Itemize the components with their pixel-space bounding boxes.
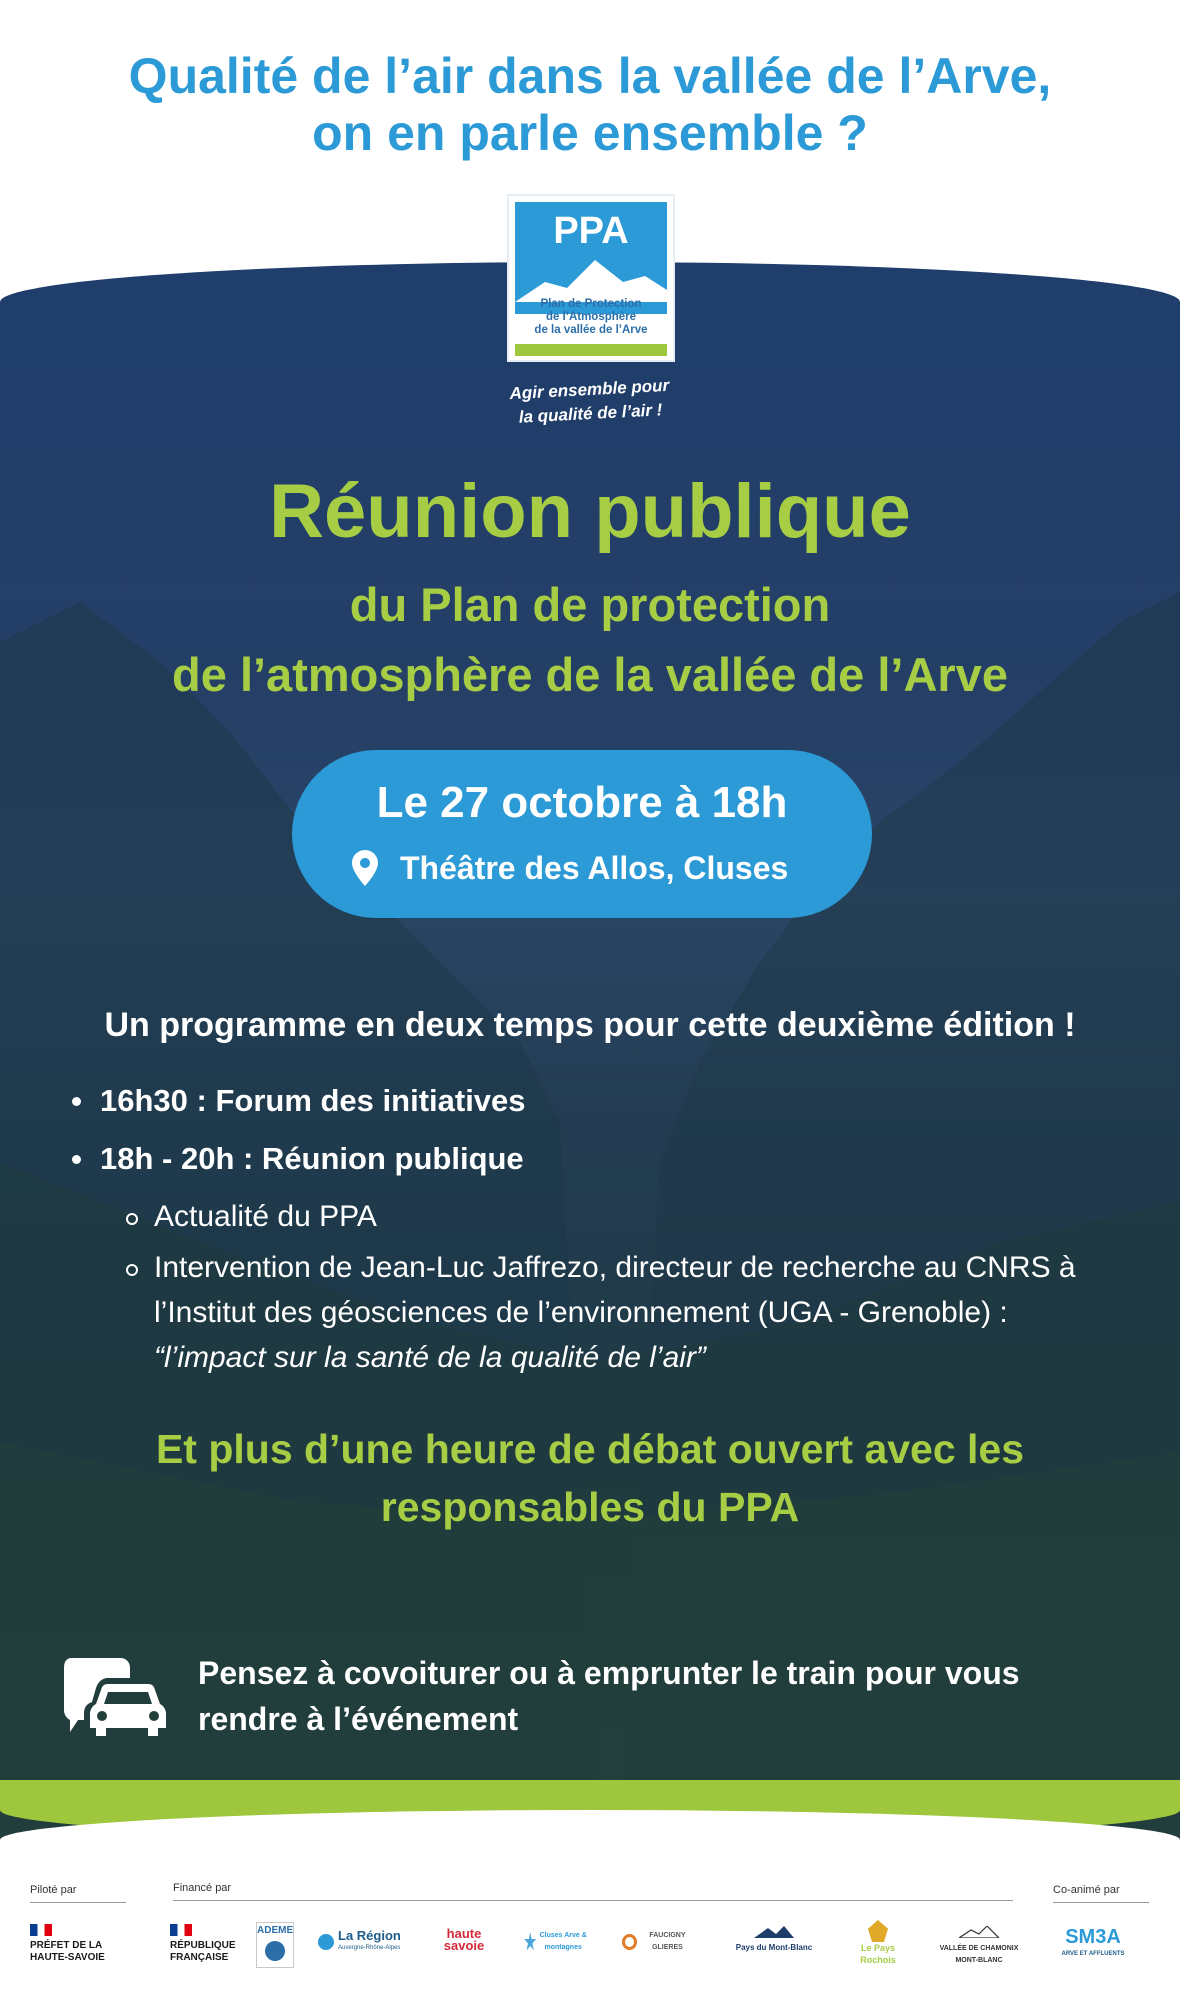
ppa-tagline: Agir ensemble pour la qualité de l’air ! [509,375,670,427]
republique-logo: RÉPUBLIQUE FRANÇAISE [170,1924,240,1964]
funded-label: Financé par [173,1882,232,1894]
ppa-logo-acronym: PPA [553,210,629,252]
ppa-logo [507,194,675,362]
coanimated-label: Co-animé par [1053,1884,1120,1896]
chamonix-logo: VALLÉE DE CHAMONIX MONT-BLANC [936,1926,1022,1967]
mont-blanc-logo: Pays du Mont-Blanc [734,1926,814,1954]
mountain-icon [959,1926,999,1938]
mountain-peak-icon [515,252,667,302]
carpool-message: Pensez à covoiturer ou à emprunter le train pour vous rendre à l’événement [198,1655,1020,1737]
event-location [352,848,852,888]
program-title: Un programme en deux temps pour cette deuxième édition ! [104,1006,1076,1044]
intervention-quote: “l’impact sur la santé de la qualité de l’air” [154,1341,706,1374]
sm3a-logo: SM3A ARVE ET AFFLUENTS [1061,1926,1125,1957]
headline [0,48,1180,162]
region-logo: La Région Auvergne-Rhône-Alpes [318,1930,408,1954]
faucigny-logo: FAUCIGNY GLIERES [622,1930,698,1954]
headline-line-2: on en parle ensemble ? [312,105,868,161]
event-location-text: Théâtre des Allos, Cluses [400,850,789,886]
piloted-label: Piloté par [30,1884,77,1896]
program-item-reunion: 18h - 20h : Réunion publique [64,1130,1124,1188]
program-item-forum: 16h30 : Forum des initiatives [64,1072,1124,1130]
prefet-logo: PRÉFET DE LA HAUTE-SAVOIE [30,1924,130,1964]
headline-line-1: Qualité de l’air dans la vallée de l’Arve, [128,48,1052,104]
haute-savoie-logo: haute savoie [443,1926,485,1953]
ademe-logo: ADEME [256,1922,294,1968]
ppa-logo-subtitle: Plan de Protection de l’Atmosphère de la vallée de l’Arve [534,298,648,336]
program-subitem-intervention: Intervention de Jean-Luc Jaffrezo, directeur de recherche au CNRS à l’Institut des géosciences de l’environnement (UGA - Grenoble) : “l’impact sur la santé de la qualité de l’air” [64,1245,1124,1380]
cluses-logo: Cluses Arve & montagnes [524,1930,590,1954]
pays-rochois-logo: Le Pays Rochois [842,1920,914,1966]
debate-callout: Et plus d’une heure de débat ouvert avec les responsables du PPA [155,1426,1025,1530]
program-list [64,1072,1124,1380]
event-info-pill [292,750,872,918]
program-subitem-actualite: Actualité du PPA [64,1194,1124,1239]
event-date: Le 27 octobre à 18h [376,778,788,827]
carpool-icon [64,1654,166,1738]
map-pin-icon [352,850,378,886]
event-subtitle: du Plan de protection de l’atmosphère de la vallée de l’Arve [172,578,1008,701]
event-title: Réunion publique [269,469,911,554]
partners-footer [0,1870,1180,2000]
mountain-icon [754,1926,794,1938]
